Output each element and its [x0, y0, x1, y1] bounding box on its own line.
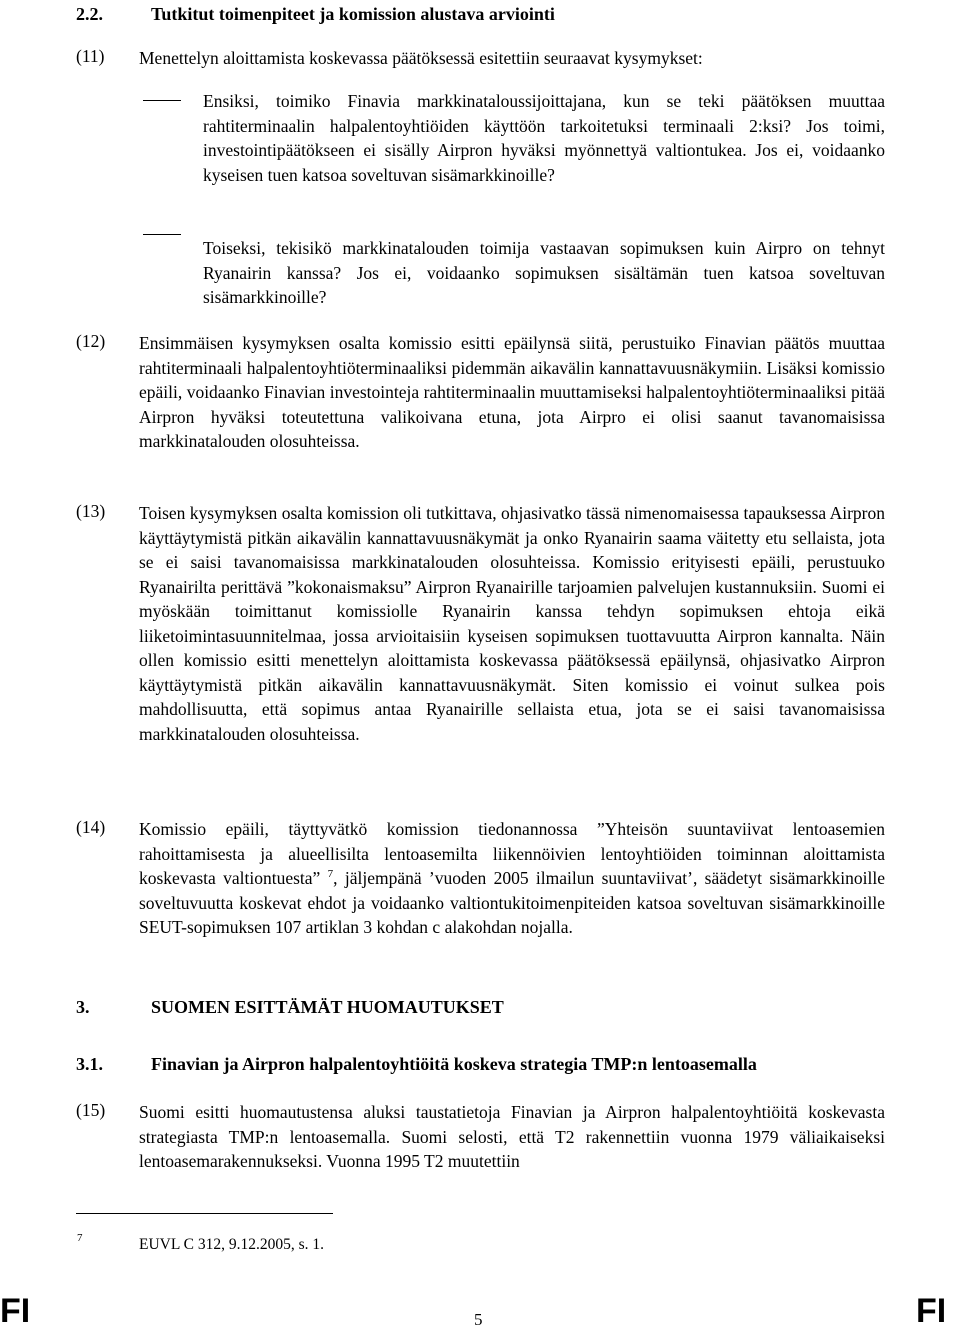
footer-language-right: FI: [916, 1292, 947, 1330]
section-3-1-number: 3.1.: [76, 1054, 103, 1074]
paragraph-14-text-after: , jäljempänä ’vuoden 2005 ilmailun suuntaviivat’, säädetyt sisämarkkinoille soveltuvuutta koskevat ehdot ja voidaanko valtiontukitoimenpiteiden katsoa soveltuvan sisämarkkinoille SEUT-sopimuksen 107 artiklan 3 kohdan c alakohdan nojalla.: [139, 868, 885, 937]
paragraph-14-text-before: Komissio epäili, täyttyvätkö komission tiedonannossa ”Yhteisön suuntaviivat lentoasemien rahoittamisesta ja alueellisilta lentoasemilta liikennöivien lentoyhtiöiden toiminnan aloittamista koskevasta valtiontuesta”: [139, 819, 885, 888]
paragraph-14-text: [139, 817, 885, 940]
bullet-dash-1: [143, 100, 181, 101]
paragraph-13-text: Toisen kysymyksen osalta komission oli tutkittava, ohjasivatko tässä nimenomaisessa tapauksessa Airpron käyttäytymistä pitkän aikavälin kannattavuusnäkymät ja onko Ryanairin saama väitetty etu sellaista, jota se ei saisi tavanomaisissa markkinatalouden olosuhteissa. Komissio erityisesti epäili, perustuuko Ryanairilta perittävä ”kokonaismaksu” Airpron Ryanairille tarjoamien palvelujen kustannuksiin. Suomi ei myöskään toimittanut komissiolle Ryanairin kanssa tehdyn sopimuksen ehtoja eikä liiketoimintasuunnitelmaa, jossa arvioitaisiin kyseisen sopimuksen tuottavuutta Airpron kannalta. Näin ollen komissio esitti menettelyn aloittamista koskevassa päätöksessä epäilynsä, ohjasivatko Airpron käyttäytymistä pitkän aikavälin kannattavuusnäkymät. Siten komissio ei voinut sulkea pois mahdollisuutta, että sopimus antaa Ryanairille sellaista etua, jota se ei saisi tavanomaisissa markkinatalouden olosuhteissa.: [139, 503, 885, 744]
section-2-2-number: 2.2.: [76, 4, 103, 24]
section-3-number: 3.: [76, 997, 90, 1017]
paragraph-11-number: (11): [76, 46, 105, 66]
bullet-item-2: Toiseksi, tekisikö markkinatalouden toimija vastaavan sopimuksen kuin Airpro on tehnyt Ryanairin kanssa? Jos ei, voidaanko sopimuksen sisältämän tuen katsoa soveltuvan sisämarkkinoille?: [203, 238, 885, 307]
section-3-title: SUOMEN ESITTÄMÄT HUOMAUTUKSET: [151, 997, 504, 1017]
section-3-1-title: Finavian ja Airpron halpalentoyhtiöitä koskeva strategia TMP:n lentoasemalla: [151, 1054, 757, 1074]
paragraph-15-number: (15): [76, 1100, 106, 1120]
footnote-separator: [76, 1213, 333, 1214]
paragraph-14-number: (14): [76, 817, 106, 837]
paragraph-13-number: (13): [76, 501, 106, 521]
footnote-text: EUVL C 312, 9.12.2005, s. 1.: [139, 1236, 324, 1253]
page-number: 5: [474, 1310, 483, 1329]
paragraph-12-number: (12): [76, 331, 106, 351]
bullet-dash-2: [143, 234, 181, 235]
section-2-2-title: Tutkitut toimenpiteet ja komission alustava arviointi: [151, 4, 555, 24]
bullet-item-1: Ensiksi, toimiko Finavia markkinataloussijoittajana, kun se teki päätöksen muuttaa rahtiterminaalin halpalentoyhtiöiden käyttöön tarkoitetuksi terminaali 2:ksi? Jos toimi, investointipäätökseen ei sisälly Airpron hyväksi myönnettyä valtiontukea. Jos ei, voidaanko kyseisen tuen katsoa soveltuvan sisämarkkinoille?: [203, 91, 885, 185]
paragraph-15-text: Suomi esitti huomautustensa aluksi taustatietoja Finavian ja Airpron halpalentoyhtiöitä koskevasta strategiasta TMP:n lentoasemalla. Suomi selosti, että T2 rakennettiin vuonna 1979 väliaikaiseksi lentoasemarakennukseksi. Vuonna 1995 T2 muutettiin: [139, 1102, 885, 1171]
paragraph-12-text: Ensimmäisen kysymyksen osalta komissio esitti epäilynsä siitä, perustuiko Finavian päätös muuttaa rahtiterminaali halpalentoyhtiöterminaaliksi pidemmän aikavälin kannattavuusnäkymiin. Lisäksi komissio epäili, voidaanko Finavian investointeja rahtiterminaalin muuttamiseksi halpalentoyhtiöterminaaliksi pitää Airpron hyväksi toteutettuna valikoivana etuna, jota Airpro ei olisi saanut tavanomaisissa markkinatalouden olosuhteissa.: [139, 333, 885, 451]
footnote-ref-7[interactable]: 7: [327, 868, 334, 881]
footer-language-left: FI: [0, 1292, 31, 1330]
footnote-number: 7: [77, 1232, 83, 1244]
paragraph-11-text: Menettelyn aloittamista koskevassa päätöksessä esitettiin seuraavat kysymykset:: [139, 48, 703, 68]
